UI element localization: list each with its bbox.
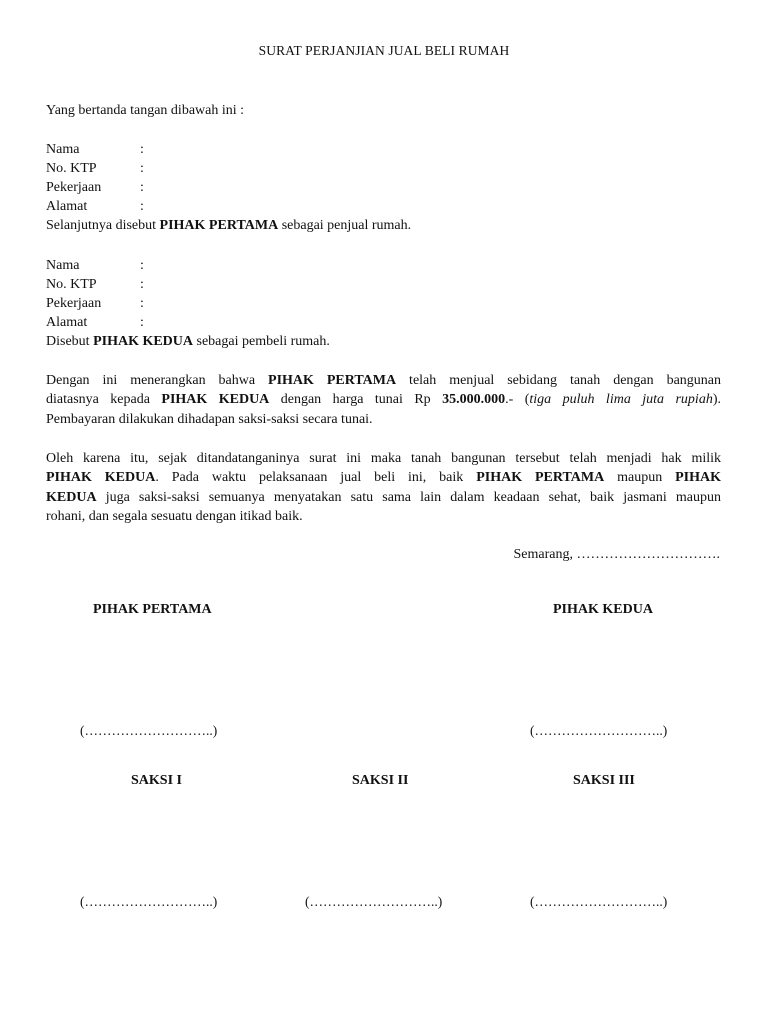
party1-field-job	[46, 178, 166, 197]
field-separator: :	[140, 180, 144, 195]
witness2-label: SAKSI II	[352, 773, 409, 788]
field-separator: :	[140, 161, 144, 176]
field-label: No. KTP	[46, 277, 97, 292]
witness2-signature-line: (………………………..)	[305, 894, 443, 909]
field-separator: :	[140, 296, 144, 311]
witness3-signature-line: (………………………..)	[530, 894, 668, 909]
field-label: Nama	[46, 258, 80, 273]
field-separator: :	[140, 142, 144, 157]
witness3-label: SAKSI III	[573, 773, 635, 788]
party2-signature-label: PIHAK KEDUA	[553, 602, 653, 617]
party2-role: PIHAK KEDUA	[93, 334, 194, 349]
party2-field-job	[46, 294, 166, 313]
party2-field-name	[46, 256, 166, 275]
paragraph-line: rohani, dan segala sesuatu dengan itikad baik.	[46, 508, 303, 524]
paragraph-line: KEDUA juga saksi-saksi semuanya menyatakan satu sama lain dalam keadaan sehat, baik jasmani maupun	[46, 489, 721, 505]
field-separator: :	[140, 199, 144, 214]
party1-field-name	[46, 140, 166, 159]
paragraph-line: PIHAK KEDUA. Pada waktu pelaksanaan jual beli ini, baik PIHAK PERTAMA maupun PIHAK	[46, 470, 721, 486]
party1-signature-line: (………………………..)	[80, 723, 218, 738]
field-separator: :	[140, 258, 144, 273]
field-separator: :	[140, 315, 144, 330]
field-label: Pekerjaan	[46, 180, 102, 195]
party1-signature-label: PIHAK PERTAMA	[93, 602, 212, 617]
party1-role: PIHAK PERTAMA	[159, 218, 279, 233]
field-label: Alamat	[46, 199, 88, 214]
paragraph-line: diatasnya kepada PIHAK KEDUA dengan harga tunai Rp 35.000.000.- (tiga puluh lima juta rupiah).	[46, 392, 721, 408]
party1-field-ktp	[46, 159, 166, 178]
field-label: Nama	[46, 142, 80, 157]
party2-field-address	[46, 313, 166, 332]
paragraph-line: Oleh karena itu, sejak ditandatanganinya surat ini maka tanah bangunan tersebut telah menjadi hak milik	[46, 451, 721, 466]
party1-field-address	[46, 197, 166, 216]
ownership-paragraph	[46, 449, 721, 526]
sale-statement-paragraph	[46, 371, 721, 429]
party1-summary: Selanjutnya disebut PIHAK PERTAMA sebagai penjual rumah.	[46, 218, 412, 233]
witness1-label: SAKSI I	[131, 773, 182, 788]
document-title: SURAT PERJANJIAN JUAL BELI RUMAH	[258, 43, 510, 58]
paragraph-line: Dengan ini menerangkan bahwa PIHAK PERTAMA telah menjual sebidang tanah dengan bangunan	[46, 373, 721, 388]
field-label: Pekerjaan	[46, 296, 102, 311]
field-separator: :	[140, 277, 144, 292]
party2-field-ktp	[46, 275, 166, 294]
witness1-signature-line: (………………………..)	[80, 894, 218, 909]
price-in-words: tiga puluh lima juta rupiah	[529, 392, 713, 408]
intro-text: Yang bertanda tangan dibawah ini :	[46, 103, 245, 118]
paragraph-line: Pembayaran dilakukan dihadapan saksi-saksi secara tunai.	[46, 411, 373, 427]
party2-signature-line: (………………………..)	[530, 723, 668, 738]
field-label: Alamat	[46, 315, 88, 330]
field-label: No. KTP	[46, 161, 97, 176]
price-amount: 35.000.000	[442, 392, 506, 408]
party2-summary: Disebut PIHAK KEDUA sebagai pembeli rumah.	[46, 334, 330, 349]
place-date: Semarang, ………………………….	[513, 547, 720, 562]
